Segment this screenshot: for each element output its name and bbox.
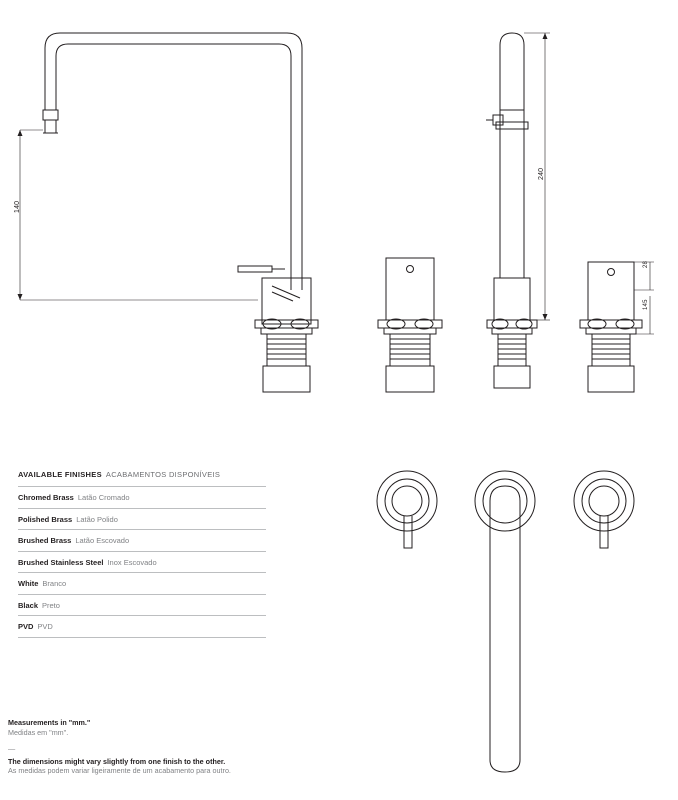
- dimension-label-escutcheon-height: 28: [643, 260, 649, 268]
- handle-front-view-1: [378, 258, 442, 392]
- finish-name-pt: Inox Escovado: [107, 557, 157, 567]
- finish-name-pt: Latão Polido: [76, 514, 118, 524]
- measurements-note-en: Measurements in "mm.": [8, 718, 91, 727]
- finish-name-pt: Preto: [42, 600, 60, 610]
- finish-name-en: PVD: [18, 622, 34, 631]
- measurements-note-pt: Medidas em "mm".: [8, 727, 69, 737]
- dimension-label-overall-height: 240: [538, 167, 545, 180]
- dimension-label-spout-height: 140: [14, 200, 21, 213]
- finishes-title: [18, 470, 266, 486]
- handle-side-view-2: [580, 262, 642, 392]
- finish-name-pt: Latão Escovado: [75, 536, 130, 545]
- finish-row: [18, 529, 266, 551]
- finishes-title-en: AVAILABLE FINISHES: [18, 470, 102, 479]
- spout-side-view: [486, 33, 537, 388]
- finish-row: [18, 551, 266, 573]
- finish-name-en: Brushed Stainless Steel: [18, 557, 104, 567]
- finish-row: [18, 615, 266, 638]
- plan-view: [377, 471, 634, 772]
- finish-name-pt: Branco: [42, 579, 67, 588]
- variation-note-en: The dimensions might vary slightly from one finish to the other.: [8, 756, 226, 766]
- dimension-label-thread-length: 145: [643, 299, 649, 310]
- finish-name-en: White: [18, 579, 39, 588]
- variation-note-pt: As medidas podem variar ligeiramente de um acabamento para outro.: [8, 766, 231, 776]
- variation-note: [8, 757, 408, 776]
- finish-name-en: Chromed Brass: [18, 493, 74, 502]
- dimension-lines: [18, 33, 655, 334]
- finishes-title-pt: ACABAMENTOS DISPONÍVEIS: [105, 470, 221, 479]
- finish-name-en: Brushed Brass: [18, 536, 72, 545]
- finish-row: [18, 594, 266, 616]
- finish-row: [18, 486, 266, 508]
- available-finishes-table: [18, 470, 266, 638]
- finish-name-pt: PVD: [37, 622, 53, 631]
- finish-name-pt: Latão Cromado: [77, 493, 130, 502]
- finish-name-en: Black: [18, 600, 39, 610]
- notes-block: [8, 718, 408, 784]
- finish-row: [18, 572, 266, 594]
- measurements-note: [8, 718, 408, 737]
- spout-body-front: [238, 266, 318, 392]
- finish-row: [18, 508, 266, 530]
- spout-front-view: [43, 33, 302, 290]
- finish-name-en: Polished Brass: [18, 514, 73, 524]
- notes-separator: —: [8, 744, 16, 754]
